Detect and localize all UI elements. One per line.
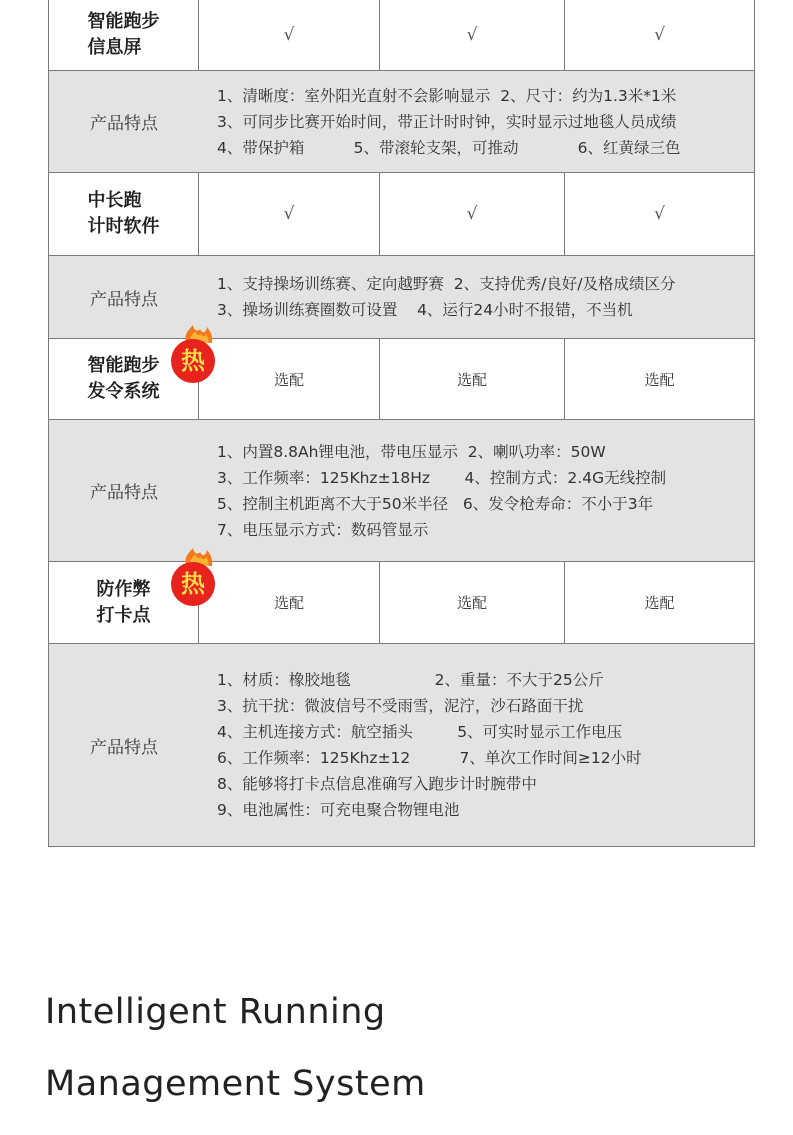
feature-line: 3、工作频率：125Khz±18Hz 4、控制方式：2.4G无线控制 bbox=[217, 468, 667, 487]
feature-line: 1、材质：橡胶地毯 2、重量：不大于25公斤 bbox=[217, 671, 604, 689]
feature-line: 8、能够将打卡点信息准确写入跑步计时腕带中 bbox=[217, 775, 537, 793]
feature-line: 5、控制主机距离不大于50米半径 6、发令枪寿命：不小于3年 bbox=[217, 494, 654, 513]
config-cell: 选配 bbox=[380, 562, 565, 643]
config-cell: 选配 bbox=[199, 339, 380, 419]
product-name bbox=[88, 9, 160, 61]
product-row-timing-software bbox=[49, 172, 754, 255]
feature-line: 4、带保护箱 5、带滚轮支架，可推动 6、红黄绿三色 bbox=[217, 138, 681, 157]
feature-line: 1、清晰度：室外阳光直射不会影响显示 2、尺寸：约为1.3米*1米 bbox=[217, 86, 677, 105]
feature-list bbox=[199, 644, 754, 846]
product-name bbox=[88, 188, 160, 240]
feature-list bbox=[199, 71, 754, 172]
check-icon: √ bbox=[466, 25, 478, 45]
feature-label: 产品特点 bbox=[90, 289, 158, 310]
badge-text: 热 bbox=[181, 347, 205, 375]
config-cell: 选配 bbox=[199, 562, 380, 643]
check-icon: √ bbox=[654, 25, 665, 45]
feature-label: 产品特点 bbox=[90, 114, 158, 134]
product-name bbox=[88, 353, 160, 405]
config-cell bbox=[565, 0, 754, 70]
check-icon: √ bbox=[283, 25, 295, 45]
check-icon: √ bbox=[283, 204, 295, 224]
feature-line: 1、支持操场训练赛、定向越野赛 2、支持优秀/良好/及格成绩区分 bbox=[217, 275, 676, 293]
feature-row bbox=[49, 419, 754, 561]
product-name-cell bbox=[49, 0, 199, 70]
product-name-line: 智能跑步 bbox=[87, 355, 160, 376]
feature-row bbox=[49, 70, 754, 172]
feature-list bbox=[199, 420, 754, 561]
product-name-cell bbox=[49, 173, 199, 255]
feature-line: 9、电池属性：可充电聚合物锂电池 bbox=[217, 801, 460, 819]
hot-badge bbox=[166, 323, 228, 385]
feature-line: 1、内置8.8Ah锂电池，带电压显示 2、喇叭功率：50W bbox=[217, 442, 606, 461]
product-name-line: 发令系统 bbox=[87, 381, 160, 402]
product-name-line: 信息屏 bbox=[87, 37, 142, 58]
product-name-line: 打卡点 bbox=[96, 604, 151, 626]
config-cell: 选配 bbox=[380, 339, 565, 419]
flame-icon bbox=[166, 546, 228, 608]
check-icon: √ bbox=[654, 204, 665, 224]
section-heading-line2: Management System bbox=[45, 1064, 426, 1104]
feature-row bbox=[49, 255, 754, 338]
product-name-line: 中长跑 bbox=[87, 190, 142, 211]
feature-label: 产品特点 bbox=[90, 737, 158, 758]
feature-line: 3、抗干扰：微波信号不受雨雪，泥泞，沙石路面干扰 bbox=[217, 697, 584, 715]
badge-text: 热 bbox=[181, 570, 205, 598]
product-row-info-screen bbox=[49, 0, 754, 70]
check-icon: √ bbox=[466, 204, 478, 224]
config-cell: 选配 bbox=[644, 594, 675, 612]
flame-icon bbox=[166, 323, 228, 385]
config-cell bbox=[380, 173, 565, 255]
product-row-checkpoint bbox=[49, 561, 754, 643]
product-row-starting-system bbox=[49, 338, 754, 419]
feature-line: 3、操场训练赛圈数可设置 4、运行24小时不报错，不当机 bbox=[217, 301, 633, 319]
feature-line: 4、主机连接方式：航空插头 5、可实时显示工作电压 bbox=[217, 723, 623, 741]
config-cell bbox=[199, 0, 380, 70]
feature-line: 7、电压显示方式：数码管显示 bbox=[217, 520, 429, 539]
hot-badge bbox=[166, 546, 228, 608]
product-name-line: 防作弊 bbox=[96, 578, 151, 600]
config-cell bbox=[565, 173, 754, 255]
spec-table bbox=[48, 0, 755, 847]
feature-row bbox=[49, 643, 754, 846]
feature-line: 3、可同步比赛开始时间，带正计时时钟，实时显示过地毯人员成绩 bbox=[217, 112, 677, 131]
feature-label: 产品特点 bbox=[90, 483, 158, 503]
config-cell bbox=[380, 0, 565, 70]
product-name-line: 计时软件 bbox=[87, 216, 160, 237]
config-cell bbox=[199, 173, 380, 255]
product-name bbox=[97, 577, 151, 629]
section-heading-line1: Intelligent Running bbox=[45, 992, 386, 1032]
product-name-line: 智能跑步 bbox=[87, 11, 160, 32]
feature-line: 6、工作频率：125Khz±12 7、单次工作时间≥12小时 bbox=[217, 749, 642, 767]
config-cell: 选配 bbox=[644, 370, 675, 389]
feature-list bbox=[199, 256, 754, 338]
